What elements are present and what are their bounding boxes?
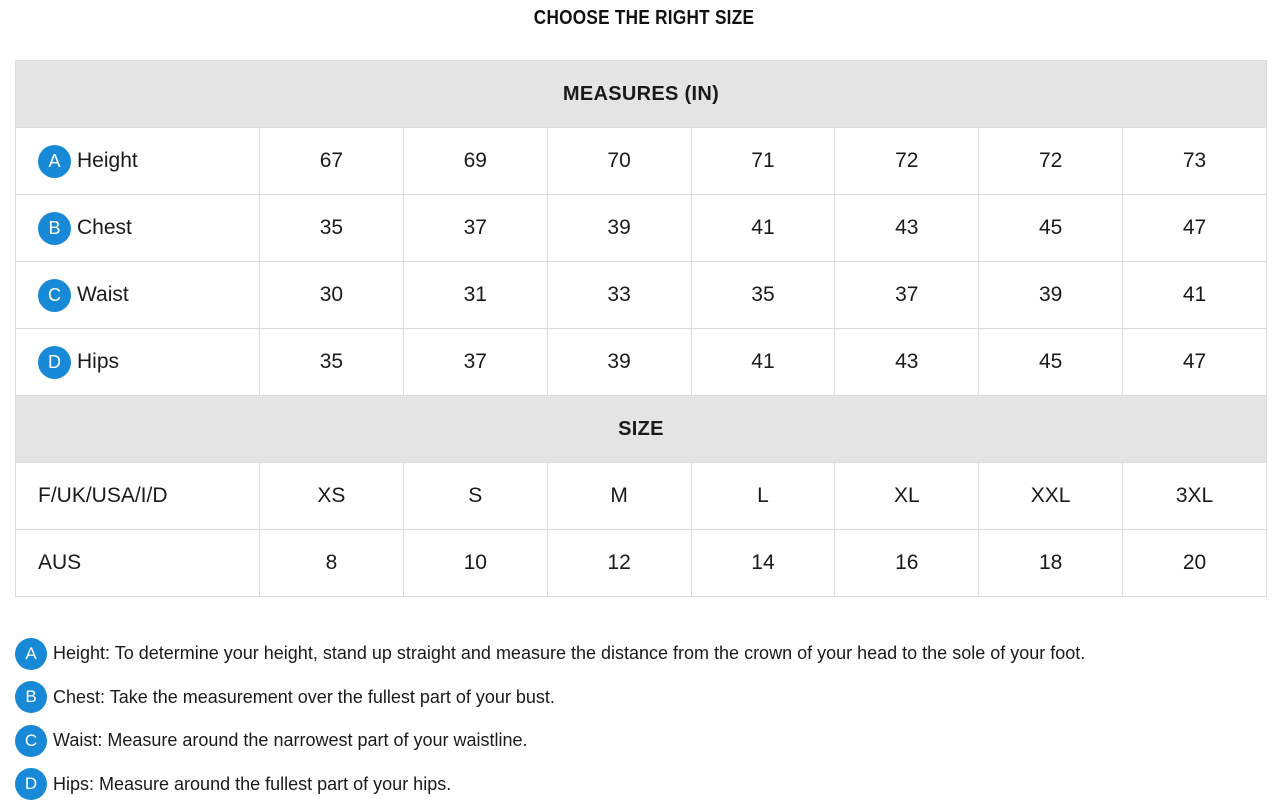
- table-cell: 70: [547, 128, 691, 195]
- table-cell: 37: [403, 329, 547, 396]
- table-row: [16, 530, 1267, 597]
- table-cell: 47: [1123, 329, 1267, 396]
- table-cell: 72: [979, 128, 1123, 195]
- table-cell: 14: [691, 530, 835, 597]
- note-waist: [15, 719, 1275, 763]
- table-cell: 8: [260, 530, 404, 597]
- badge-b-icon: B: [15, 681, 47, 713]
- row-label-eu-sizes: F/UK/USA/I/D: [16, 463, 260, 530]
- table-cell: 31: [403, 262, 547, 329]
- table-cell: 33: [547, 262, 691, 329]
- row-label-text: Hips: [77, 349, 120, 373]
- measures-header: MEASURES (IN): [16, 61, 1267, 128]
- table-cell: 41: [691, 329, 835, 396]
- table-cell: 43: [835, 195, 979, 262]
- table-cell: 37: [403, 195, 547, 262]
- table-cell: 35: [691, 262, 835, 329]
- note-height: [15, 632, 1275, 676]
- row-label-text: Height: [77, 148, 138, 172]
- note-text: Hips: Measure around the fullest part of your hips.: [53, 773, 452, 794]
- note-hips: [15, 763, 1275, 807]
- table-cell: 35: [260, 329, 404, 396]
- table-cell: 3XL: [1123, 463, 1267, 530]
- note-text: Height: To determine your height, stand up straight and measure the distance from the crown of your head to the sole of your foot.: [53, 643, 1086, 664]
- table-cell: 39: [979, 262, 1123, 329]
- size-header-row: [16, 396, 1267, 463]
- size-chart-table: [15, 60, 1267, 597]
- table-cell: 39: [547, 329, 691, 396]
- row-label-chest: [16, 195, 260, 262]
- size-header: SIZE: [16, 396, 1267, 463]
- table-cell: 45: [979, 195, 1123, 262]
- table-cell: S: [403, 463, 547, 530]
- table-cell: 41: [1123, 262, 1267, 329]
- badge-c-icon: C: [15, 725, 47, 757]
- table-cell: 47: [1123, 195, 1267, 262]
- badge-d-icon: D: [15, 768, 47, 800]
- badge-b-icon: B: [38, 212, 71, 245]
- note-chest: [15, 676, 1275, 720]
- table-cell: 43: [835, 329, 979, 396]
- note-text: Chest: Take the measurement over the fullest part of your bust.: [53, 686, 555, 707]
- table-cell: 69: [403, 128, 547, 195]
- badge-a-icon: A: [38, 145, 71, 178]
- table-cell: L: [691, 463, 835, 530]
- row-label-waist: [16, 262, 260, 329]
- table-cell: 16: [835, 530, 979, 597]
- table-cell: 30: [260, 262, 404, 329]
- page-title: CHOOSE THE RIGHT SIZE: [533, 7, 755, 29]
- row-label-aus-sizes: AUS: [16, 530, 260, 597]
- note-text: Waist: Measure around the narrowest part of your waistline.: [53, 730, 528, 751]
- table-row: [16, 463, 1267, 530]
- table-cell: 45: [979, 329, 1123, 396]
- table-cell: 67: [260, 128, 404, 195]
- table-cell: 71: [691, 128, 835, 195]
- row-label-hips: [16, 329, 260, 396]
- table-cell: M: [547, 463, 691, 530]
- table-row: [16, 195, 1267, 262]
- measures-header-row: [16, 61, 1267, 128]
- row-label-text: Chest: [77, 215, 132, 239]
- table-cell: XS: [260, 463, 404, 530]
- table-cell: 41: [691, 195, 835, 262]
- badge-a-icon: A: [15, 638, 47, 670]
- table-cell: 18: [979, 530, 1123, 597]
- table-cell: 72: [835, 128, 979, 195]
- table-cell: 12: [547, 530, 691, 597]
- table-cell: XXL: [979, 463, 1123, 530]
- row-label-height: [16, 128, 260, 195]
- measurement-notes: [15, 632, 1275, 806]
- table-cell: 10: [403, 530, 547, 597]
- badge-c-icon: C: [38, 279, 71, 312]
- badge-d-icon: D: [38, 346, 71, 379]
- table-row: [16, 128, 1267, 195]
- table-cell: 39: [547, 195, 691, 262]
- table-row: [16, 329, 1267, 396]
- table-row: [16, 262, 1267, 329]
- table-cell: 37: [835, 262, 979, 329]
- table-cell: XL: [835, 463, 979, 530]
- table-cell: 35: [260, 195, 404, 262]
- row-label-text: Waist: [77, 282, 129, 306]
- table-cell: 20: [1123, 530, 1267, 597]
- table-cell: 73: [1123, 128, 1267, 195]
